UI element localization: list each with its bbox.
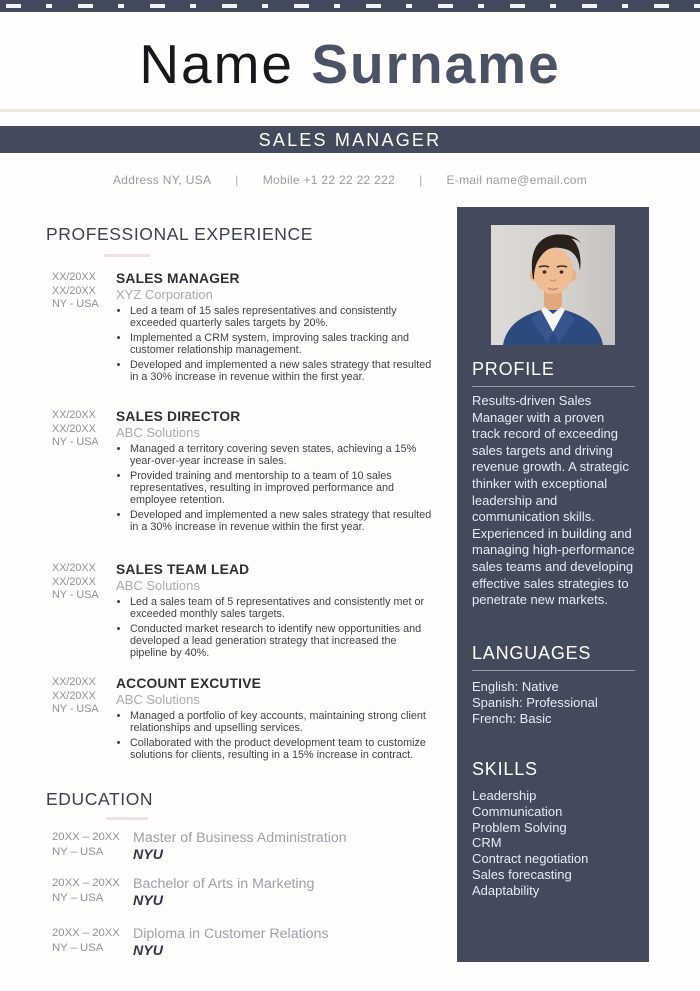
job-bullet: • Collaborated with the product development team to customize solutions for clients, resulting in a 15% increase in contract. <box>130 737 434 761</box>
job-bullet: • Led a sales team of 5 representatives and consistently met or exceeded monthly sales targets. <box>130 596 434 620</box>
education-date: 20XX – 20XX <box>52 927 120 939</box>
degree-name: Master of Business Administration <box>133 830 347 846</box>
school-name: NYU <box>133 943 163 959</box>
skill-item: Adaptability <box>472 882 540 898</box>
job-date: XX/20XX <box>52 575 96 588</box>
sidebar-rule <box>472 386 635 387</box>
education-date: 20XX – 20XX <box>52 831 120 843</box>
job-date: XX/20XX <box>52 422 96 435</box>
job-company: ABC Solutions <box>116 578 200 593</box>
experience-heading: PROFESSIONAL EXPERIENCE <box>46 224 313 244</box>
job-body <box>116 562 452 662</box>
education-entry <box>52 926 452 960</box>
education-dates <box>52 876 133 910</box>
job-bullets <box>116 305 434 383</box>
job-body <box>116 271 452 386</box>
job-location: NY - USA <box>52 436 99 448</box>
job-date: XX/20XX <box>52 409 96 421</box>
education-entry <box>52 876 452 910</box>
job-location: NY - USA <box>52 703 99 715</box>
education-body <box>133 830 452 864</box>
sidebar-rule <box>472 670 635 671</box>
job-date: XX/20XX <box>52 284 96 297</box>
job-entry <box>52 409 452 536</box>
job-company: ABC Solutions <box>116 692 200 707</box>
skill-item: Problem Solving <box>472 819 567 835</box>
heading-accent-line <box>104 254 150 257</box>
language-item: English: Native <box>472 679 559 694</box>
contact-strip <box>0 173 700 187</box>
job-body <box>116 409 452 536</box>
skill-item: Communication <box>472 803 563 819</box>
job-bullet: • Led a team of 15 sales representatives and consistently exceeded quarterly sales targets by 20%. <box>130 305 434 329</box>
candidate-name <box>0 32 700 96</box>
education-location: NY – USA <box>52 846 104 858</box>
job-dates <box>52 676 116 764</box>
job-bullet: • Managed a territory covering seven states, achieving a 15% year-over-year increase in sales. <box>130 443 434 467</box>
profile-text: Results-driven Sales Manager with a proven track record of exceeding sales targets and driving revenue growth. A strategic thinker with exceptional leadership and communication skills. Experienced in building and managing high-performance sales teams and developing effective sales strategies to penetrate new markets. <box>472 393 635 608</box>
role-banner: SALES MANAGER <box>0 126 700 153</box>
languages-section <box>472 643 635 726</box>
job-location: NY - USA <box>52 589 99 601</box>
job-bullet: • Conducted market research to identify new opportunities and developed a lead generation strategy that increased the pipeline by 40%. <box>130 623 434 660</box>
school-name: NYU <box>133 847 163 863</box>
job-bullets <box>116 710 434 761</box>
education-dates <box>52 926 133 960</box>
profile-heading: PROFILE <box>472 359 555 379</box>
skills-list <box>472 788 635 899</box>
degree-name: Diploma in Customer Relations <box>133 926 329 942</box>
job-date: XX/20XX <box>52 562 96 574</box>
job-date: XX/20XX <box>52 676 96 688</box>
education-date: 20XX – 20XX <box>52 877 120 889</box>
education-dates <box>52 830 133 864</box>
contact-divider: | <box>419 173 423 187</box>
divider-line <box>0 109 700 112</box>
skill-item: Leadership <box>472 788 537 803</box>
job-bullet: • Managed a portfolio of key accounts, maintaining strong client relationships and upselling services. <box>130 710 434 734</box>
education-location: NY – USA <box>52 942 104 954</box>
contact-mobile: Mobile +1 22 22 22 222 <box>262 173 396 187</box>
job-company: XYZ Corporation <box>116 287 213 302</box>
education-heading: EDUCATION <box>46 789 154 809</box>
job-dates <box>52 562 116 662</box>
job-bullet: • Developed and implemented a new sales strategy that resulted in a 30% increase in revenue within the first year. <box>130 359 434 383</box>
job-dates <box>52 409 116 536</box>
last-name: Surname <box>311 33 561 95</box>
cut-line-dashes <box>6 4 700 8</box>
job-bullet: • Implemented a CRM system, improving sales tracking and customer relationship management. <box>130 332 434 356</box>
job-date: XX/20XX <box>52 689 96 702</box>
profile-section <box>472 359 635 609</box>
languages-heading: LANGUAGES <box>472 643 592 663</box>
skill-item: Contract negotiation <box>472 851 589 867</box>
job-title: SALES TEAM LEAD <box>116 562 250 577</box>
portrait-photo <box>491 225 615 345</box>
job-dates <box>52 271 116 386</box>
job-bullet: • Provided training and mentorship to a team of 10 sales representatives, resulting in improved performance and employee retention. <box>130 470 434 507</box>
job-bullets <box>116 596 434 660</box>
job-title: SALES DIRECTOR <box>116 409 241 424</box>
job-location: NY - USA <box>52 298 99 310</box>
skill-item: CRM <box>472 835 502 851</box>
job-date: XX/20XX <box>52 271 96 283</box>
cut-line-decoration <box>0 0 700 12</box>
job-title: SALES MANAGER <box>116 271 240 286</box>
job-bullet: • Developed and implemented a new sales strategy that resulted in a 30% increase in revenue within the first year. <box>130 509 434 533</box>
contact-divider: | <box>235 173 239 187</box>
skill-item: Sales forecasting <box>472 866 572 882</box>
contact-address: Address NY, USA <box>112 173 212 187</box>
school-name: NYU <box>133 893 163 909</box>
sidebar-panel <box>457 207 649 962</box>
job-body <box>116 676 452 764</box>
job-company: ABC Solutions <box>116 425 200 440</box>
contact-email: E-mail name@email.com <box>446 173 588 187</box>
heading-accent-line <box>106 817 148 820</box>
education-body <box>133 926 452 960</box>
skills-section <box>472 759 635 899</box>
language-item: French: Basic <box>472 710 552 726</box>
first-name: Name <box>139 33 295 95</box>
job-title: ACCOUNT EXCUTIVE <box>116 676 262 691</box>
degree-name: Bachelor of Arts in Marketing <box>133 876 315 892</box>
job-bullets <box>116 443 434 533</box>
skills-heading: SKILLS <box>472 759 538 779</box>
language-item: Spanish: Professional <box>472 694 598 710</box>
education-location: NY – USA <box>52 892 104 904</box>
job-entry <box>52 562 452 662</box>
education-body <box>133 876 452 910</box>
job-entry <box>52 271 452 386</box>
job-entry <box>52 676 452 764</box>
education-entry <box>52 830 452 864</box>
languages-list <box>472 679 635 726</box>
